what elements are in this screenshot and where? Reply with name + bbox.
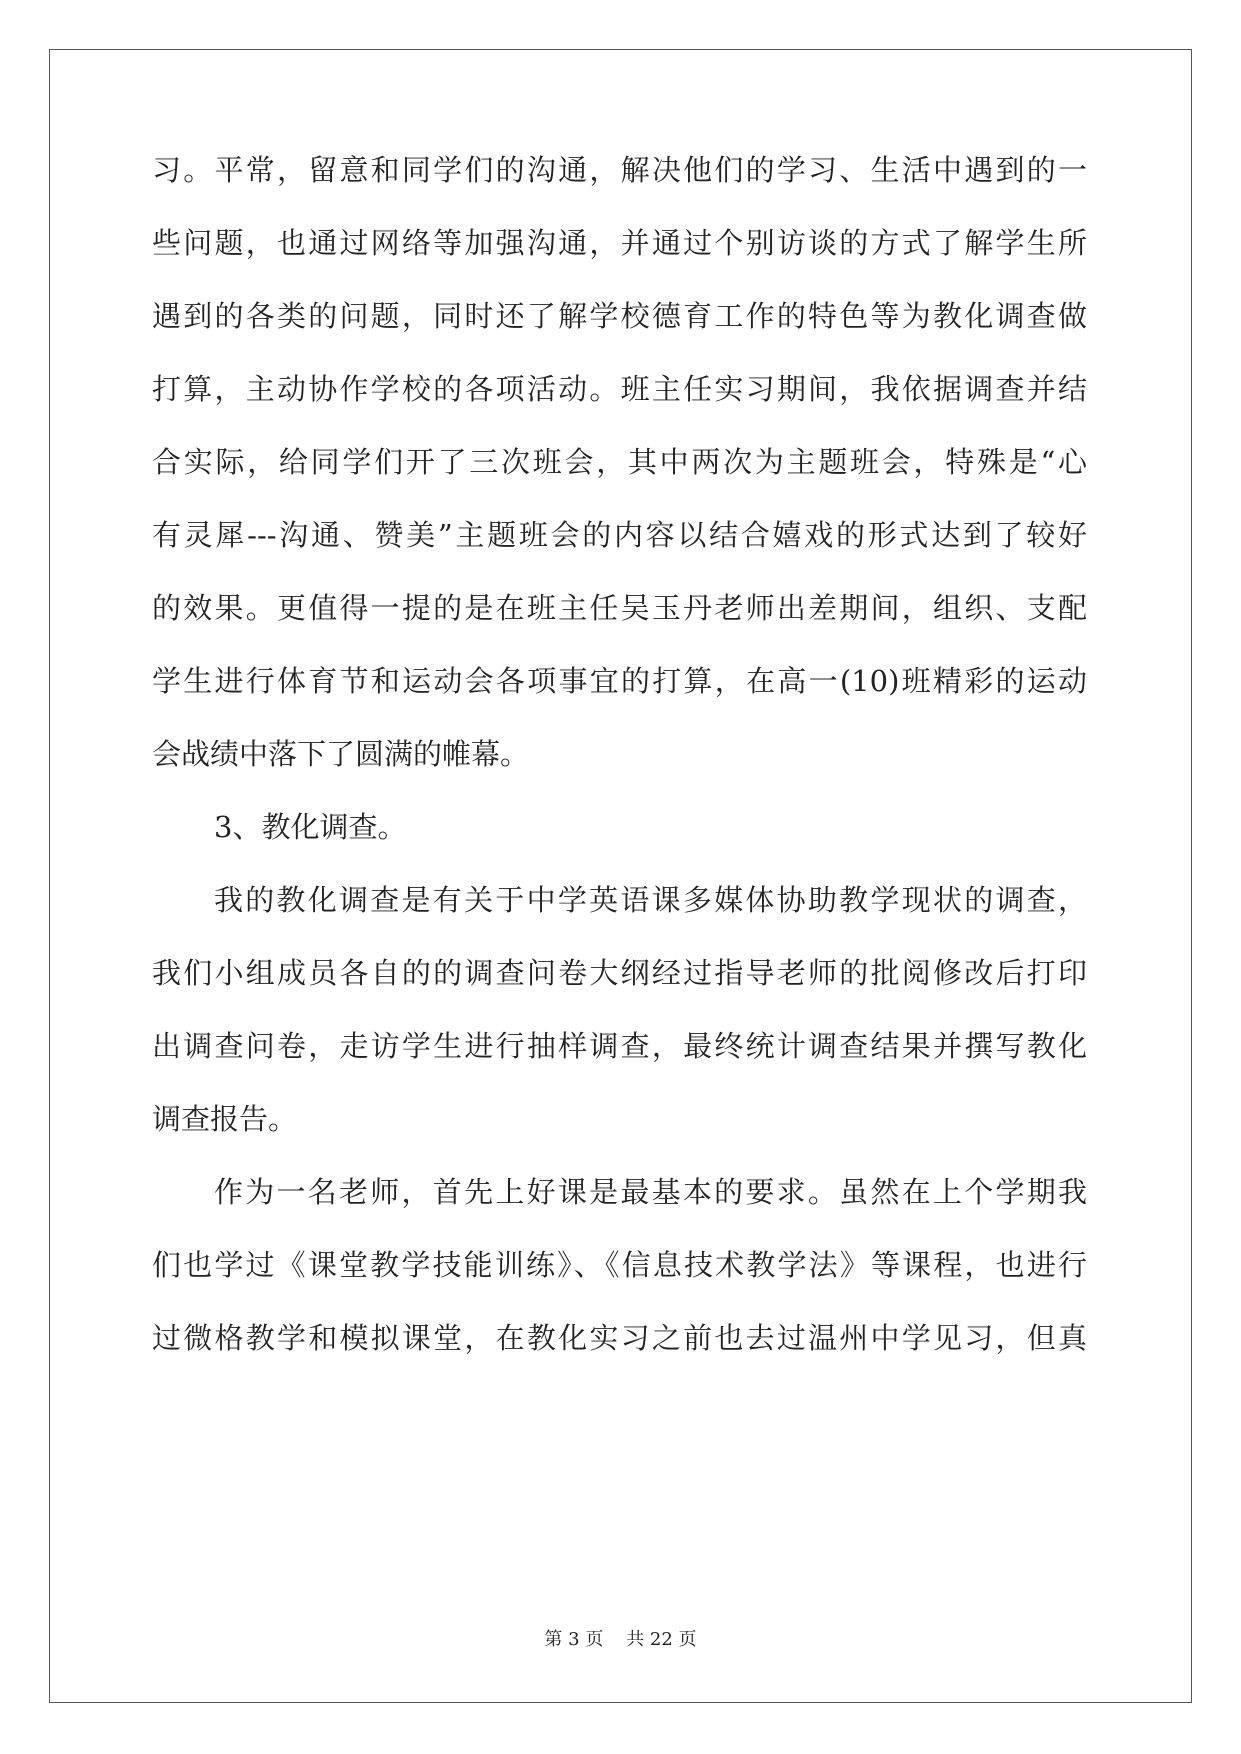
text-line: 我们小组成员各自的的调查问卷大纲经过指导老师的批阅修改后打印 <box>152 956 1087 990</box>
text-line: 作为一名老师，首先上好课是最基本的要求。虽然在上个学期我 <box>214 1175 1087 1209</box>
text-line: 出调查问卷，走访学生进行抽样调查，最终统计调查结果并撰写教化 <box>152 1029 1087 1063</box>
text-line: 有灵犀---沟通、赞美”主题班会的内容以结合嬉戏的形式达到了较好 <box>152 518 1087 552</box>
text-line: 些问题，也通过网络等加强沟通，并通过个别访谈的方式了解学生所 <box>152 226 1087 260</box>
text-line: 合实际，给同学们开了三次班会，其中两次为主题班会，特殊是“心 <box>152 445 1087 479</box>
text-line: 的效果。更值得一提的是在班主任吴玉丹老师出差期间，组织、支配 <box>152 591 1087 625</box>
page-number-footer: 第 3 页 共 22 页 <box>544 1629 697 1650</box>
section-heading: 3、教化调查。 <box>214 810 407 844</box>
text-line: 会战绩中落下了圆满的帷幕。 <box>152 737 530 771</box>
text-line: 遇到的各类的问题，同时还了解学校德育工作的特色等为教化调查做 <box>152 299 1087 333</box>
text-line: 打算，主动协作学校的各项活动。班主任实习期间，我依据调查并结 <box>152 372 1087 406</box>
text-line: 调查报告。 <box>152 1102 298 1136</box>
text-line: 们也学过《课堂教学技能训练》、《信息技术教学法》等课程，也进行 <box>152 1248 1087 1282</box>
text-line: 过微格教学和模拟课堂，在教化实习之前也去过温州中学见习，但真 <box>152 1321 1087 1355</box>
text-line: 习。平常，留意和同学们的沟通，解决他们的学习、生活中遇到的一 <box>152 153 1087 187</box>
text-line: 我的教化调查是有关于中学英语课多媒体协助教学现状的调查， <box>214 883 1087 917</box>
text-line: 学生进行体育节和运动会各项事宜的打算，在高一(10)班精彩的运动 <box>152 664 1087 698</box>
